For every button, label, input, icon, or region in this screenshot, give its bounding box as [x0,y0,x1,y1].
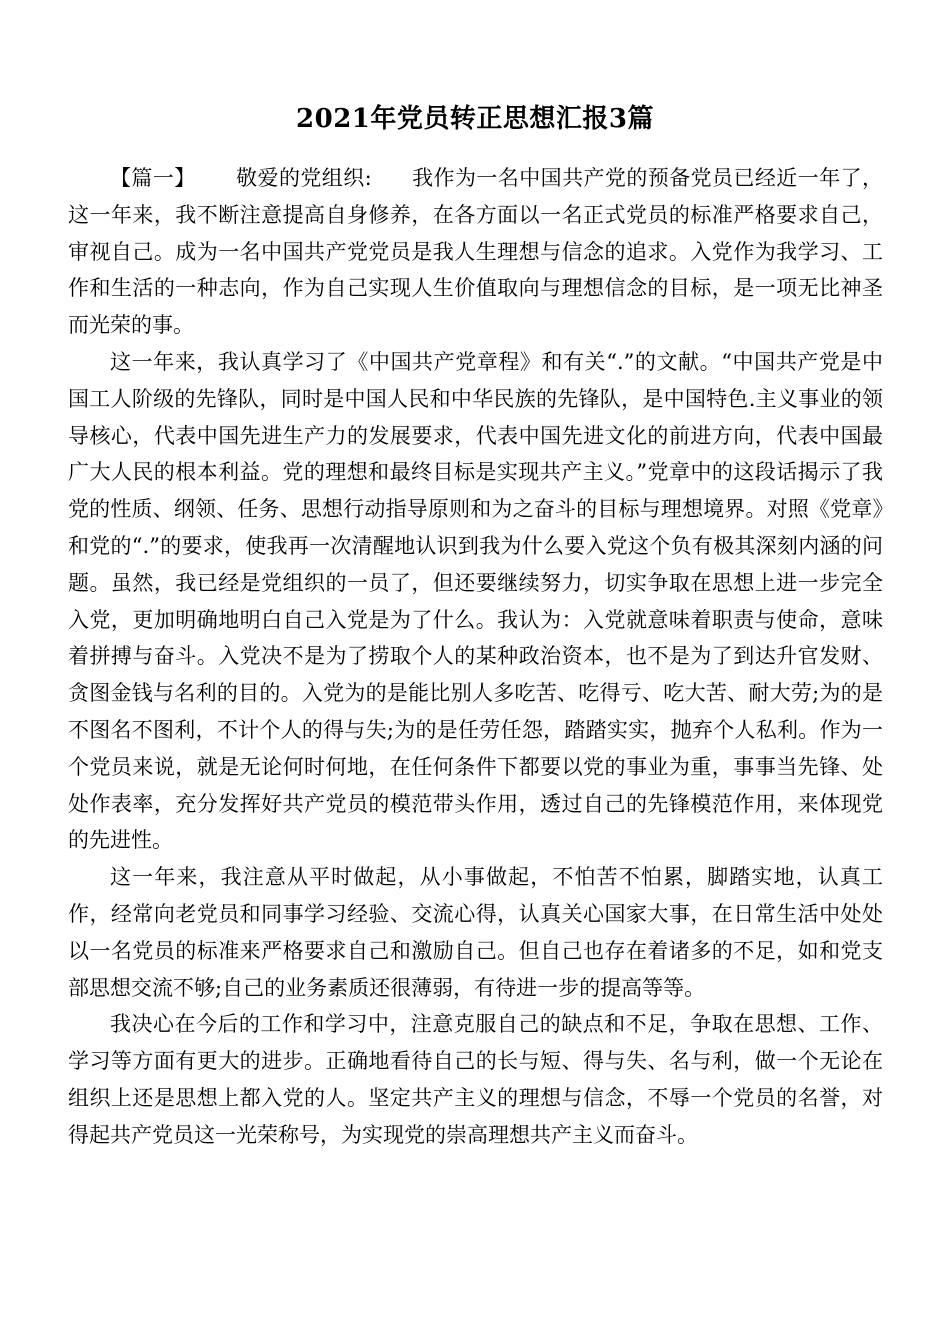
body-paragraph: 这一年来，我认真学习了《中国共产党章程》和有关“.”的文献。“中国共产党是中国工人阶级的先锋队，同时是中国人民和中华民族的先锋队，是中国特色.主义事业的领导核心，代表中国先进生产力的发展要求，代表中国先进文化的前进方向，代表中国最广大人民的根本利益。党的理想和最终目标是实现共产主义。”党章中的这段话揭示了我党的性质、纲领、任务、思想行动指导原则和为之奋斗的目标与理想境界。对照《党章》和党的“.”的要求，使我再一次清醒地认识到我为什么要入党这个负有极其深刻内涵的问题。虽然，我已经是党组织的一员了，但还要继续努力，切实争取在思想上进一步完全入党，更加明确地明白自己入党是为了什么。我认为：入党就意味着职责与使命，意味着拼搏与奋斗。入党决不是为了捞取个人的某种政治资本，也不是为了到达升官发财、贪图金钱与名利的目的。入党为的是能比别人多吃苦、吃得亏、吃大苦、耐大劳;为的是不图名不图利，不计个人的得与失;为的是任劳任怨，踏踏实实，抛弃个人私利。作为一个党员来说，就是无论何时何地，在任何条件下都要以党的事业为重，事事当先锋、处处作表率，充分发挥好共产党员的模范带头作用，透过自己的先锋模范作用，来体现党的先进性。 [68,349,883,853]
intro-paragraph [68,160,883,344]
section-label: 【篇一】 [110,166,196,190]
salutation: 敬爱的党组织: [235,166,372,190]
intro-text: 我作为一名中国共产党的预备党员已经近一年了，这一年来，我不断注意提高自身修养，在各方面以一名正式党员的标准严格要求自己，审视自己。成为一名中国共产党党员是我人生理想与信念的追求。入党作为我学习、工作和生活的一种志向，作为自己实现人生价值取向与理想信念的目标，是一项无比神圣而光荣的事。 [68,166,883,338]
document-title: 2021年党员转正思想汇报3篇 [296,104,654,134]
document-body [68,160,883,1154]
body-paragraph: 我决心在今后的工作和学习中，注意克服自己的缺点和不足，争取在思想、工作、学习等方面有更大的进步。正确地看待自己的长与短、得与失、名与利，做一个无论在组织上还是思想上都入党的人。坚定共产主义的理想与信念，不辱一个党员的名誉，对得起共产党员这一光荣称号，为实现党的崇高理想共产主义而奋斗。 [68,1012,883,1147]
body-paragraph: 这一年来，我注意从平时做起，从小事做起，不怕苦不怕累，脚踏实地，认真工作，经常向老党员和同事学习经验、交流心得，认真关心国家大事，在日常生活中处处以一名党员的标准来严格要求自己和激励自己。但自己也存在着诸多的不足，如和党支部思想交流不够;自己的业务素质还很薄弱，有待进一步的提高等等。 [68,865,883,1000]
